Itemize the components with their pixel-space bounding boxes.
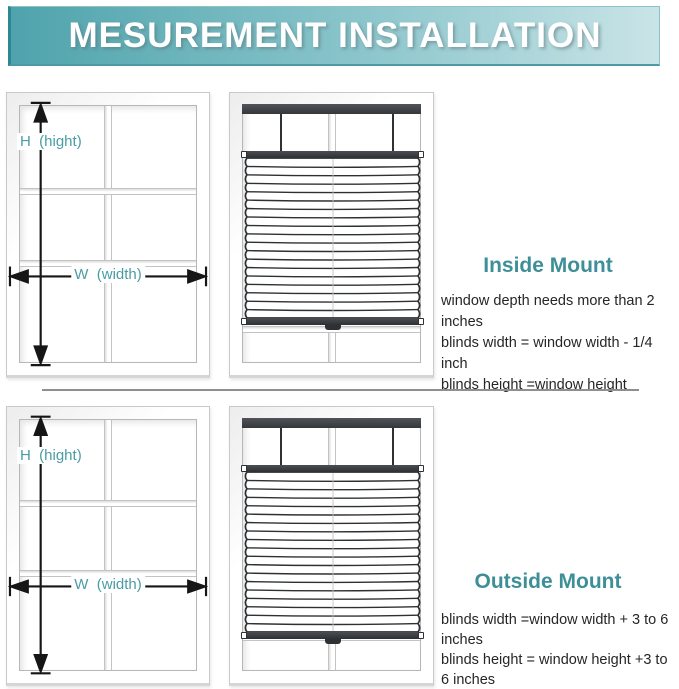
width-label: W (width) xyxy=(71,266,145,283)
shade-top-rail xyxy=(245,465,420,472)
shade-top-rail xyxy=(245,151,420,158)
banner xyxy=(8,6,660,66)
divider xyxy=(42,389,639,391)
lift-cord xyxy=(392,114,394,151)
mount-title: Inside Mount xyxy=(483,254,613,277)
lift-cord xyxy=(280,114,282,151)
blinds-window xyxy=(229,92,434,378)
shade-handle xyxy=(325,325,341,330)
blinds-headrail xyxy=(242,418,421,428)
rail-end-cap xyxy=(241,151,247,158)
blinds-window xyxy=(229,406,434,686)
measurement-window xyxy=(6,406,210,686)
measurement-window xyxy=(6,92,210,378)
mount-note: window depth needs more than 2 inches xyxy=(441,293,655,330)
outside-mount-info xyxy=(441,570,679,689)
rail-end-cap xyxy=(418,632,424,639)
banner-title: MESUREMENT INSTALLATION xyxy=(68,15,602,55)
inside-mount-info xyxy=(441,254,679,396)
pleated-shade xyxy=(243,151,422,331)
mount-title: Outside Mount xyxy=(474,570,622,593)
shade-bottom-rail xyxy=(245,318,420,325)
rail-end-cap xyxy=(418,151,424,158)
mount-note: blinds height =window height xyxy=(441,377,627,393)
muntin-shadow-line xyxy=(332,159,334,317)
rail-end-cap xyxy=(241,632,247,639)
rail-end-cap xyxy=(241,465,247,472)
shade-handle xyxy=(325,639,341,644)
width-label: W (width) xyxy=(71,576,145,593)
lift-cord xyxy=(392,428,394,465)
mount-note: blinds height = window height +3 to 6 inches xyxy=(441,652,668,688)
mount-note: blinds width =window width + 3 to 6 inches xyxy=(441,612,669,648)
muntin-shadow-line xyxy=(332,473,334,631)
shade-bottom-rail xyxy=(245,632,420,639)
rail-end-cap xyxy=(418,465,424,472)
rail-end-cap xyxy=(241,318,247,325)
lift-cord xyxy=(280,428,282,465)
pleated-shade xyxy=(243,465,422,645)
mount-note: blinds width = window width - 1/4 inch xyxy=(441,335,653,372)
blinds-headrail xyxy=(242,104,421,114)
height-label: H (hight) xyxy=(17,447,85,464)
height-label: H (hight) xyxy=(17,133,85,150)
rail-end-cap xyxy=(418,318,424,325)
